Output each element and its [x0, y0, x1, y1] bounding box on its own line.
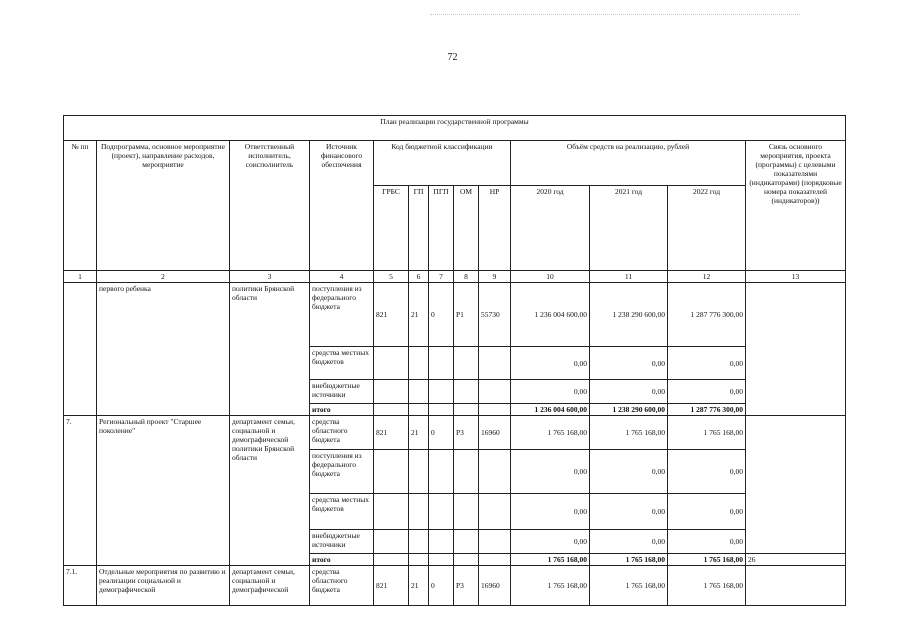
- value-2022: 0,00: [668, 530, 746, 554]
- page-number: 72: [447, 52, 458, 63]
- total-2021: 1 765 168,00: [590, 554, 668, 566]
- total-2022: 1 287 776 300,00: [668, 404, 746, 416]
- om-cell: P3: [454, 566, 479, 606]
- header-source: Источник финансового обеспечения: [310, 141, 374, 271]
- value-2020: 1 236 004 600,00: [511, 283, 590, 347]
- executor-cell: политики Брянской области: [230, 283, 310, 416]
- value-2020: 0,00: [511, 380, 590, 404]
- gp-cell: 21: [409, 566, 429, 606]
- table-row: [64, 416, 846, 450]
- source-cell: поступления из федерального бюджета: [310, 283, 374, 347]
- value-2020: 0,00: [511, 347, 590, 380]
- pgp-cell: 0: [429, 283, 454, 347]
- col-number: 10: [511, 271, 590, 283]
- table-row: [64, 566, 846, 606]
- link-cell: [746, 283, 846, 416]
- value-2021: 1 765 168,00: [590, 566, 668, 606]
- header-om: ОМ: [454, 186, 479, 271]
- value-2021: 0,00: [590, 450, 668, 494]
- np-cell: 16960: [479, 416, 511, 450]
- header-pgp: ПГП: [429, 186, 454, 271]
- value-2020: 0,00: [511, 494, 590, 530]
- table-row: [64, 283, 846, 347]
- value-2020: 0,00: [511, 530, 590, 554]
- header-2021: 2021 год: [590, 186, 668, 271]
- source-cell: итого: [310, 554, 374, 566]
- col-number: 12: [668, 271, 746, 283]
- header-budget-code: Код бюджетной классификации: [374, 141, 511, 186]
- table-title: План реализации государственной программы: [64, 116, 846, 141]
- program-cell: Отдельные мероприятия по развитию и реализации социальной и демографической: [97, 566, 230, 606]
- executor-cell: департамент семьи, социальной и демографической политики Брянской области: [230, 416, 310, 566]
- total-2020: 1 765 168,00: [511, 554, 590, 566]
- header-row-1: [64, 141, 846, 186]
- value-2021: 0,00: [590, 347, 668, 380]
- program-cell: Региональный проект "Старшее поколение": [97, 416, 230, 566]
- header-gp: ГП: [409, 186, 429, 271]
- row-num-cell: 7.1.: [64, 566, 97, 606]
- col-number: 11: [590, 271, 668, 283]
- col-number: 8: [454, 271, 479, 283]
- row-num-cell: [64, 283, 97, 416]
- header-link: Связь основного мероприятия, проекта (программы) с целевыми показателями (индикаторами) (порядковые номера показателей (индикаторов)): [746, 141, 846, 271]
- header-2020: 2020 год: [511, 186, 590, 271]
- link-cell: [746, 416, 846, 554]
- col-number: 3: [230, 271, 310, 283]
- np-cell: 16960: [479, 566, 511, 606]
- column-number-row: [64, 271, 846, 283]
- source-cell: поступления из федерального бюджета: [310, 450, 374, 494]
- col-number: 7: [429, 271, 454, 283]
- value-2020: 1 765 168,00: [511, 416, 590, 450]
- header-program: Подпрограмма, основное мероприятие (проект), направление расходов, мероприятие: [97, 141, 230, 271]
- program-cell: первого ребенка: [97, 283, 230, 416]
- total-2021: 1 238 290 600,00: [590, 404, 668, 416]
- total-2022: 1 765 168,00: [668, 554, 746, 566]
- scan-artifact-line: [430, 14, 800, 15]
- grbs-cell: 821: [374, 566, 409, 606]
- source-cell: средства местных бюджетов: [310, 347, 374, 380]
- col-number: 9: [479, 271, 511, 283]
- grbs-cell: 821: [374, 416, 409, 450]
- source-cell: средства областного бюджета: [310, 416, 374, 450]
- program-plan-table: [63, 115, 846, 606]
- value-2021: 0,00: [590, 494, 668, 530]
- value-2022: 0,00: [668, 347, 746, 380]
- source-cell: средства областного бюджета: [310, 566, 374, 606]
- header-grbs: ГРБС: [374, 186, 409, 271]
- value-2022: 0,00: [668, 380, 746, 404]
- executor-cell: департамент семьи, социальной и демографической: [230, 566, 310, 606]
- value-2022: 1 287 776 300,00: [668, 283, 746, 347]
- col-number: 4: [310, 271, 374, 283]
- grbs-cell: 821: [374, 283, 409, 347]
- om-cell: P3: [454, 416, 479, 450]
- value-2020: 0,00: [511, 450, 590, 494]
- header-num: № пп: [64, 141, 97, 271]
- value-2022: 1 765 168,00: [668, 416, 746, 450]
- header-executor: Ответственный исполнитель, соисполнитель: [230, 141, 310, 271]
- np-cell: 55730: [479, 283, 511, 347]
- value-2022: 0,00: [668, 494, 746, 530]
- value-2022: 0,00: [668, 450, 746, 494]
- pgp-cell: 0: [429, 416, 454, 450]
- value-2021: 1 765 168,00: [590, 416, 668, 450]
- col-number: 5: [374, 271, 409, 283]
- col-number: 2: [97, 271, 230, 283]
- value-2022: 1 765 168,00: [668, 566, 746, 606]
- value-2021: 0,00: [590, 530, 668, 554]
- gp-cell: 21: [409, 283, 429, 347]
- title-row: [64, 116, 846, 141]
- indicator-link: 26: [746, 554, 846, 566]
- col-number: 1: [64, 271, 97, 283]
- value-2020: 1 765 168,00: [511, 566, 590, 606]
- source-cell: итого: [310, 404, 374, 416]
- source-cell: средства местных бюджетов: [310, 494, 374, 530]
- header-np: НР: [479, 186, 511, 271]
- header-volume: Объём средств на реализацию, рублей: [511, 141, 746, 186]
- total-2020: 1 236 004 600,00: [511, 404, 590, 416]
- value-2021: 1 238 290 600,00: [590, 283, 668, 347]
- row-num-cell: 7.: [64, 416, 97, 566]
- gp-cell: 21: [409, 416, 429, 450]
- source-cell: внебюджетные источники: [310, 530, 374, 554]
- value-2021: 0,00: [590, 380, 668, 404]
- pgp-cell: 0: [429, 566, 454, 606]
- header-2022: 2022 год: [668, 186, 746, 271]
- om-cell: P1: [454, 283, 479, 347]
- link-cell: [746, 566, 846, 606]
- col-number: 6: [409, 271, 429, 283]
- col-number: 13: [746, 271, 846, 283]
- source-cell: внебюджетные источники: [310, 380, 374, 404]
